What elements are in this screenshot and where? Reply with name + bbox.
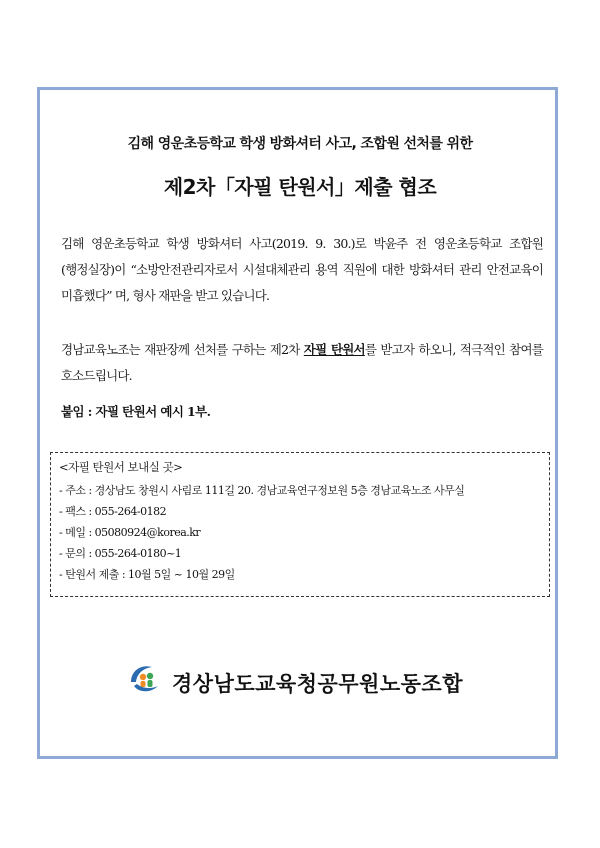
organization-name: 경상남도교육청공무원노동조합: [172, 672, 464, 696]
paragraph-request-before: 경남교육노조는 재판장께 선처를 구하는 제2차: [61, 342, 304, 357]
send-info-email: - 메일 : 05080924@korea.kr: [59, 526, 201, 539]
union-logo-icon: [128, 662, 162, 696]
paragraph-request-after: 를 받고자 하오니, 적극적인 참여를 호소드립니다.: [61, 342, 543, 383]
send-info-heading: <자필 탄원서 보내실 곳>: [59, 460, 183, 474]
send-info-deadline: - 탄원서 제출 : 10월 5일 ~ 10월 29일: [59, 568, 235, 581]
paragraph-request: [61, 337, 543, 389]
paragraph-incident: 김해 영운초등학교 학생 방화셔터 사고(2019. 9. 30.)로 박윤주 전 영운초등학교 조합원(행정실장)이 “소방안전관리자로서 시설대체관리 용역 직원에 대한 방화셔터 관리 안전교육이 미흡했다” 며, 형사 재판을 받고 있습니다.: [61, 236, 543, 303]
document-title: 제2차「자필 탄원서」제출 협조: [163, 175, 437, 199]
send-info-contact: - 문의 : 055-264-0180~1: [59, 547, 182, 560]
attachment-note: 붙임 : 자필 탄원서 예시 1부.: [61, 404, 211, 419]
send-info-fax: - 팩스 : 055-264-0182: [59, 505, 167, 518]
send-info-box: [50, 452, 550, 597]
send-info-address: - 주소 : 경상남도 창원시 사림로 111길 20. 경남교육연구정보원 5층 경남교육노조 사무실: [59, 484, 465, 497]
document-subtitle: 김해 영운초등학교 학생 방화셔터 사고, 조합원 선처를 위한: [127, 136, 473, 152]
paragraph-request-emphasis: 자필 탄원서: [303, 342, 365, 357]
